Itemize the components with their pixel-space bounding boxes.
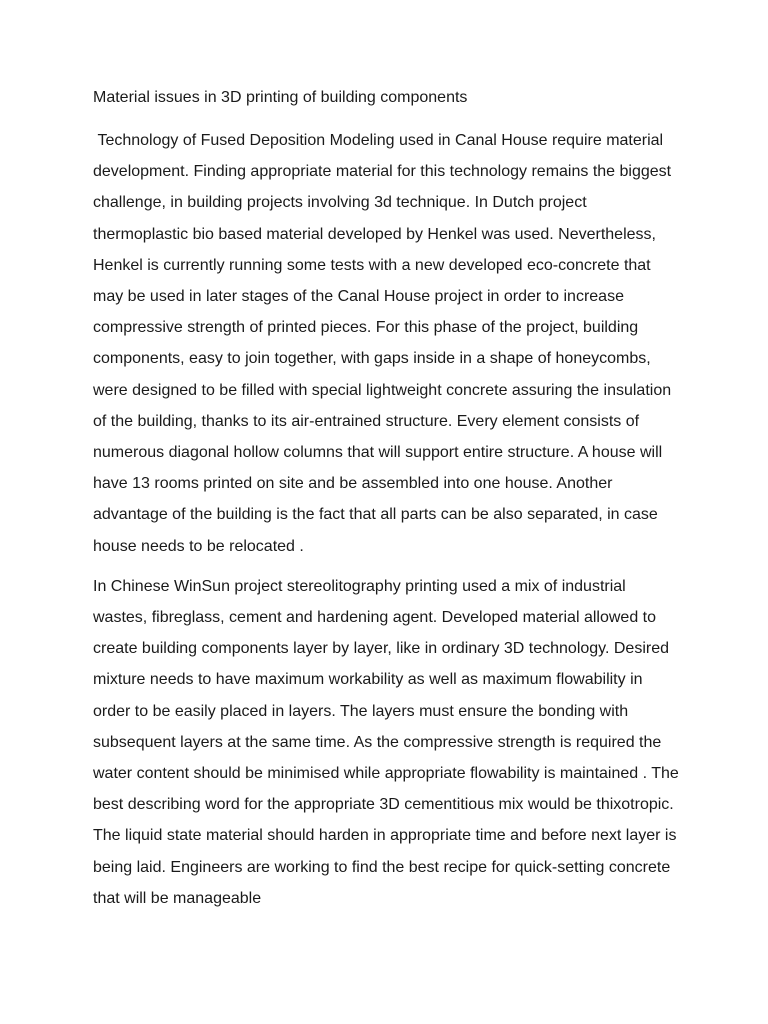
- document-title: Material issues in 3D printing of building components: [93, 89, 468, 106]
- paragraph-winsun: In Chinese WinSun project stereolitography printing used a mix of industrial wastes, fibreglass, cement and hardening agent. Developed material allowed to create building components layer by layer, like in ordinary 3D technology. Desired mixture needs to have maximum workability as well as maximum flowability in order to be easily placed in layers. The layers must ensure the bonding with subsequent layers at the same time. As the compressive strength is required the water content should be minimised while appropriate flowability is maintained . The best describing word for the appropriate 3D cementitious mix would be thixotropic. The liquid state material should harden in appropriate time and before next layer is being laid. Engineers are working to find the best recipe for quick-setting concrete that will be manageable: [93, 577, 684, 907]
- document-body: [93, 85, 683, 914]
- paragraph-canal-house: Technology of Fused Deposition Modeling used in Canal House require material development. Finding appropriate material for this technology remains the biggest challenge, in building projects involving 3d technique. In Dutch project thermoplastic bio based material developed by Henkel was used. Nevertheless, Henkel is currently running some tests with a new developed eco-concrete that may be used in later stages of the Canal House project in order to increase compressive strength of printed pieces. For this phase of the project, building components, easy to join together, with gaps inside in a shape of honeycombs, were designed to be filled with special lightweight concrete assuring the insulation of the building, thanks to its air-entrained structure. Every element consists of numerous diagonal hollow columns that will support entire structure. A house will have 13 rooms printed on site and be assembled into one house. Another advantage of the building is the fact that all parts can be also separated, in case house needs to be relocated .: [93, 132, 676, 555]
